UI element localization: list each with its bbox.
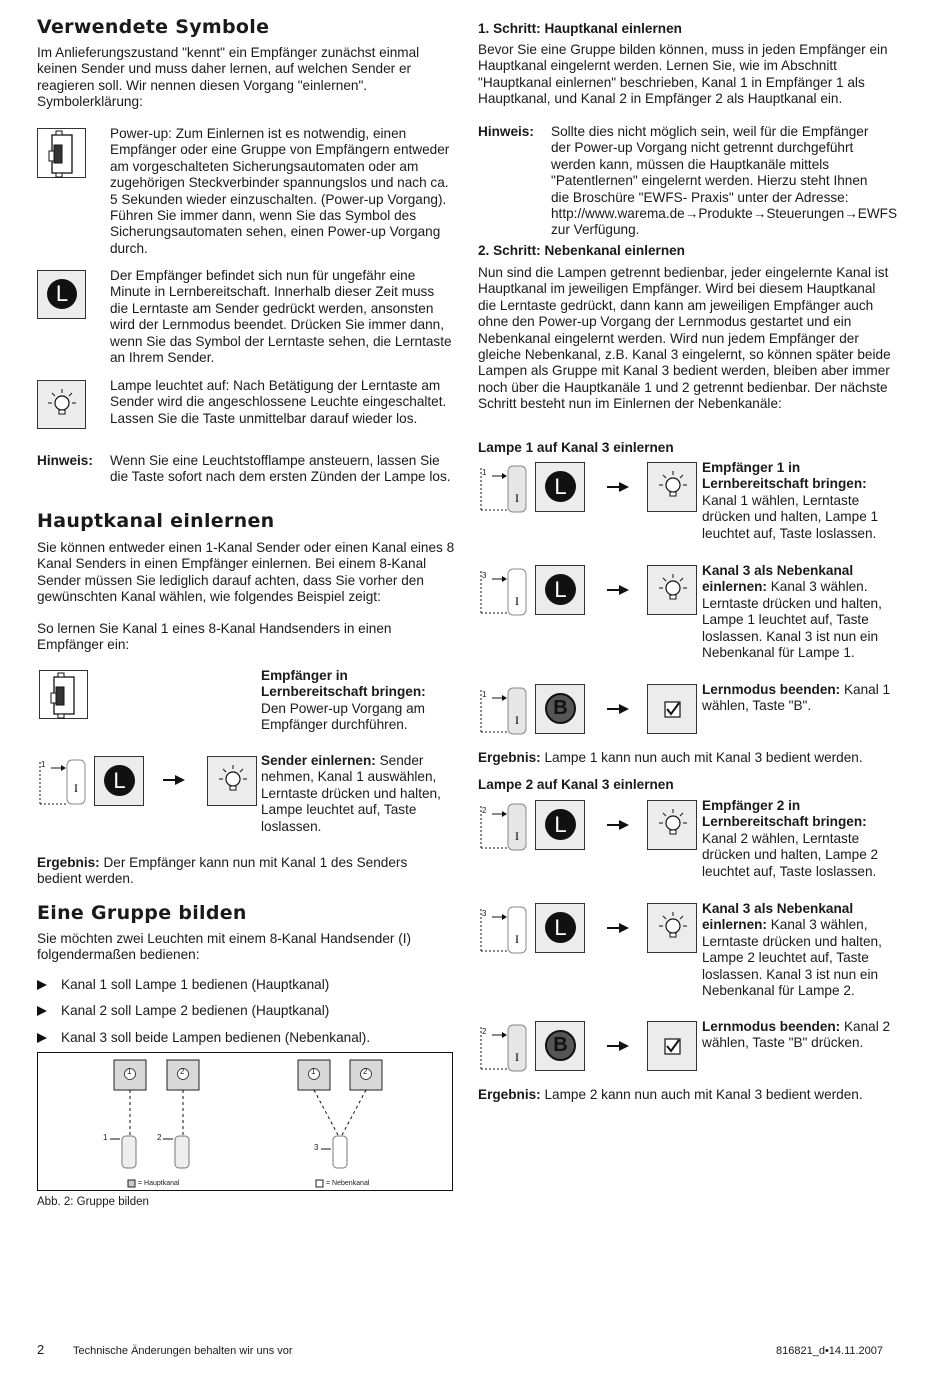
group-intro: Sie möchten zwei Leuchten mit einem 8-Kanal Handsender (I) folgendermaßen bedienen: — [37, 931, 412, 963]
end-key-symbol — [535, 684, 585, 734]
arrow-icon — [607, 923, 629, 933]
step-sender-learn — [261, 753, 456, 835]
step2-heading: 2. Schritt: Nebenkanal einlernen — [478, 243, 685, 258]
learn-step-text — [702, 1019, 894, 1052]
learn-step-text — [702, 901, 894, 999]
sender-icon — [478, 1023, 528, 1073]
lamp-icon — [37, 380, 86, 429]
sender-icon — [478, 802, 528, 852]
symbols-intro: Im Anlieferungszustand "kennt" ein Empfänger zunächst einmal keinen Sender und muss daher lernen, auf welchen Sender er reagieren soll. Wir nennen diesen Vorgang "einlernen". Symbolerklärung: — [37, 45, 420, 110]
lamp-icon — [647, 565, 697, 615]
lamp-number: 1 — [311, 1067, 316, 1076]
group-figure — [37, 1052, 453, 1191]
footer-note: Technische Änderungen behalten wir uns vor — [73, 1345, 293, 1357]
channel-number: 3 — [482, 909, 487, 918]
breaker-icon — [37, 128, 86, 178]
legend-main-channel: = Hauptkanal — [138, 1180, 180, 1187]
lamp1-result — [478, 750, 896, 766]
learn-step-detail: Kanal 1 wählen, Taste "B". — [702, 682, 891, 714]
group-bullet-text: Kanal 1 soll Lampe 1 bedienen (Hauptkanal) — [61, 977, 330, 992]
lamp2-result-label: Ergebnis: — [478, 1087, 541, 1102]
lamp2-heading: Lampe 2 auf Kanal 3 einlernen — [478, 777, 674, 792]
lamp-icon — [647, 800, 697, 850]
main-result — [37, 855, 447, 888]
learn-key-symbol — [37, 270, 86, 319]
main-channel-intro: Sie können entweder einen 1-Kanal Sender oder einen Kanal eines 8 Kanal Senders in einen Empfänger einlernen. Bei einem 8-Kanal Sender müssen Sie lediglich darauf achten, dass Sie vorher den gewünschten Kanal wählen, wie folgendes Beispiel zeigt: — [37, 540, 455, 605]
right-hint-label: Hinweis: — [478, 124, 534, 139]
learn-key-symbol — [535, 800, 585, 850]
learn-step-detail: Kanal 3 wählen. Lerntaste drücken und halten, Lampe 1 leuchtet auf, Taste loslassen. Kanal 3 ist nun ein Nebenkanal für Lampe 1. — [702, 579, 882, 661]
symbol-text-power-up: Power-up: Zum Einlernen ist es notwendig, einen Empfänger oder eine Gruppe von Empfängern entweder am vorgeschalteten Sicherungsautomaten oder am zugehörigen Steckverbinder spannungslos und nach ca. 5 Sekunden wieder einzuschalten. (Power-up Vorgang). Führen Sie immer dann, wenn Sie das Symbol des Sicherungsautomaten sehen, einen Power-up Vorgang durch. — [110, 126, 450, 256]
channel-number: 3 — [314, 1143, 319, 1152]
lamp-icon — [207, 756, 257, 806]
main-channel-heading: Hauptkanal einlernen — [37, 510, 275, 532]
svg-text:I: I — [515, 713, 519, 727]
learn-key-icon: L — [104, 765, 135, 796]
learn-key-icon: L — [545, 809, 576, 840]
learn-step-bold: Lernmodus beenden: — [702, 682, 841, 697]
channel-number: 1 — [103, 1133, 108, 1142]
lamp1-result-label: Ergebnis: — [478, 750, 541, 765]
svg-text:I: I — [515, 1050, 519, 1064]
lamp-icon — [647, 903, 697, 953]
arrow-icon — [607, 820, 629, 830]
svg-text:I: I — [515, 932, 519, 946]
symbol-text-lamp: Lampe leuchtet auf: Nach Betätigung der Lerntaste am Sender wird die angeschlossene Leuchte eingeschaltet. Lassen Sie die Taste unmittelbar darauf wieder los. — [110, 378, 447, 426]
learn-step-bold: Empfänger 1 in Lernbereitschaft bringen: — [702, 460, 867, 492]
main-result-text: Der Empfänger kann nun mit Kanal 1 des Senders bedient werden. — [37, 855, 408, 887]
lamp1-heading: Lampe 1 auf Kanal 3 einlernen — [478, 440, 674, 455]
checkbox-icon — [647, 684, 697, 734]
main-channel-example: So lernen Sie Kanal 1 eines 8-Kanal Handsenders in einen Empfänger ein: — [37, 621, 392, 653]
channel-number: 1 — [41, 760, 46, 769]
learn-key-icon: L — [545, 574, 576, 605]
sender-icon — [478, 686, 528, 736]
lamp-number: 1 — [127, 1067, 132, 1076]
legend-side-channel: = Nebenkanal — [326, 1180, 370, 1187]
arrow-icon — [163, 775, 185, 785]
group-bullet-text: Kanal 2 soll Lampe 2 bedienen (Hauptkanal) — [61, 1003, 330, 1018]
sender-icon — [478, 464, 528, 514]
sender-icon — [478, 567, 528, 617]
learn-step-detail: Kanal 2 wählen, Taste "B" drücken. — [702, 1019, 891, 1051]
step1-heading: 1. Schritt: Hauptkanal einlernen — [478, 21, 682, 36]
learn-step-detail: Kanal 1 wählen, Lerntaste drücken und halten, Lampe 1 leuchtet auf, Taste loslassen. — [702, 492, 879, 541]
bullet-arrow-icon — [37, 1033, 47, 1043]
learn-key-symbol — [94, 756, 144, 806]
learn-step-detail: Kanal 2 wählen, Lerntaste drücken und halten, Lampe 2 leuchtet auf, Taste loslassen. — [702, 830, 879, 879]
channel-number: 1 — [482, 690, 487, 699]
arrow-icon — [607, 1041, 629, 1051]
learn-step-bold: Kanal 3 als Nebenkanal einlernen: — [702, 901, 854, 933]
group-bullet — [37, 977, 329, 993]
learn-step-text — [702, 798, 894, 880]
lamp-number: 2 — [363, 1067, 368, 1076]
sender-icon — [478, 905, 528, 955]
lamp-box-icon — [114, 1060, 382, 1090]
figure-caption: Abb. 2: Gruppe bilden — [37, 1196, 149, 1208]
svg-text:I: I — [515, 829, 519, 843]
page-number: 2 — [37, 1342, 45, 1357]
learn-key-icon: L — [545, 471, 576, 502]
group-bullet — [37, 1030, 370, 1046]
symbol-text-learn: Der Empfänger befindet sich nun für ungefähr eine Minute in Lernbereitschaft. Innerhalb dieser Zeit muss die Lerntaste am Sender gedrückt werden, ansonsten wird der Lernmodus beendet. Drücken Sie immer dann, wenn Sie das Symbol der Lerntaste sehen, die Lerntaste an Ihrem Sender. — [110, 268, 452, 366]
right-hint-text: Sollte dies nicht möglich sein, weil für die Empfänger der Power-up Vorgang nicht getrennt durchgeführt werden kann, müssen die Hauptkanäle mittels "Patentlernen" eingelernt werden. Hierzu steht Ihnen die Broschüre "EWFS- Praxis" unter der Adresse: http://www.warema.de→Produkte→Steuerungen→EWFS zur Verfügung. — [551, 124, 898, 238]
symbols-heading: Verwendete Symbole — [37, 16, 270, 38]
group-bullet — [37, 1003, 329, 1019]
group-bullet-text: Kanal 3 soll beide Lampen bedienen (Nebenkanal). — [61, 1030, 371, 1045]
arrow-icon — [607, 704, 629, 714]
arrow-icon — [607, 482, 629, 492]
learn-step-detail: Kanal 3 wählen, Lerntaste drücken und halten, Lampe 2 leuchtet auf, Taste loslassen. Kanal 3 ist nun ein Nebenkanal für Lampe 2. — [702, 917, 882, 999]
step-sender-learn-text: Sender nehmen, Kanal 1 auswählen, Lerntaste drücken und halten, Lampe leuchtet auf, Taste loslassen. — [261, 753, 441, 834]
lamp2-result-text: Lampe 2 kann nun auch mit Kanal 3 bedient werden. — [540, 1087, 863, 1102]
step-sender-learn-bold: Sender einlernen: — [261, 753, 376, 768]
lamp-icon — [647, 462, 697, 512]
bullet-arrow-icon — [37, 1006, 47, 1016]
learn-step-bold: Kanal 3 als Nebenkanal einlernen: — [702, 563, 854, 595]
lamp1-result-text: Lampe 1 kann nun auch mit Kanal 3 bedient werden. — [540, 750, 863, 765]
step-receiver-ready-bold: Empfänger in Lernbereitschaft bringen: — [261, 668, 426, 700]
learn-key-symbol — [535, 903, 585, 953]
hint-text: Wenn Sie eine Leuchtstofflampe ansteuern, lassen Sie die Taste sofort nach dem ersten Zünden der Lampe los. — [110, 453, 451, 485]
learn-step-bold: Lernmodus beenden: — [702, 1019, 841, 1034]
step1-text: Bevor Sie eine Gruppe bilden können, muss in jeden Empfänger ein Hauptkanal eingelernt werden. Lernen Sie, wie im Abschnitt "Hauptkanal einlernen" beschrieben, Kanal 1 in Empfänger 1 als Hauptkanal, und Kanal 2 in Empfänger 2 als Hauptkanal ein. — [478, 42, 888, 107]
channel-number: 1 — [482, 468, 487, 477]
svg-text:I: I — [515, 594, 519, 608]
channel-number: 3 — [482, 571, 487, 580]
channel-number: 2 — [482, 1027, 487, 1036]
learn-step-text — [702, 563, 894, 661]
step-receiver-ready-text: Den Power-up Vorgang am Empfänger durchführen. — [261, 700, 425, 733]
step2-text: Nun sind die Lampen getrennt bedienbar, jeder eingelernte Kanal ist Hauptkanal im jeweiligen Empfänger. Wird bei diesem Hauptkanal die Lerntaste gedrückt, dann kann am jeweiligen Empfänger auch ohne den Power-up Vorgang der Lernmodus gestartet und ein Nebenkanal eingelernt werden. Wird nun jedem Empfänger der gleiche Nebenkanal, z.B. Kanal 3 eingelernt, so können später beide Lampen als Gruppe mit Kanal 3 bedient werden, bleiben aber immer noch über die Hauptkanäle 1 und 2 getrennt bedienbar. Der nächste Schritt besteht nun im Einlernen der Nebenkanäle: — [478, 265, 891, 412]
sender-icon — [37, 758, 87, 808]
b-key-icon: B — [545, 1030, 576, 1061]
end-key-symbol — [535, 1021, 585, 1071]
hint-label: Hinweis: — [37, 453, 93, 468]
svg-text:I: I — [515, 491, 519, 505]
learn-step-bold: Empfänger 2 in Lernbereitschaft bringen: — [702, 798, 867, 830]
main-result-label: Ergebnis: — [37, 855, 100, 870]
arrow-icon — [607, 585, 629, 595]
document-id: 816821_d•14.11.2007 — [776, 1345, 884, 1357]
lamp-number: 2 — [180, 1067, 185, 1076]
b-key-icon: B — [545, 693, 576, 724]
svg-text:I: I — [74, 781, 78, 795]
checkbox-icon — [647, 1021, 697, 1071]
breaker-icon — [39, 670, 88, 719]
channel-number: 2 — [482, 806, 487, 815]
learn-key-symbol — [535, 462, 585, 512]
learn-step-text — [702, 460, 894, 542]
learn-step-text — [702, 682, 894, 715]
learn-key-icon: L — [545, 912, 576, 943]
learn-key-symbol — [535, 565, 585, 615]
step-receiver-ready — [261, 668, 451, 734]
bullet-arrow-icon — [37, 980, 47, 990]
lamp2-result — [478, 1087, 896, 1103]
group-heading: Eine Gruppe bilden — [37, 902, 247, 924]
learn-key-icon: L — [47, 279, 77, 309]
channel-number: 2 — [157, 1133, 162, 1142]
